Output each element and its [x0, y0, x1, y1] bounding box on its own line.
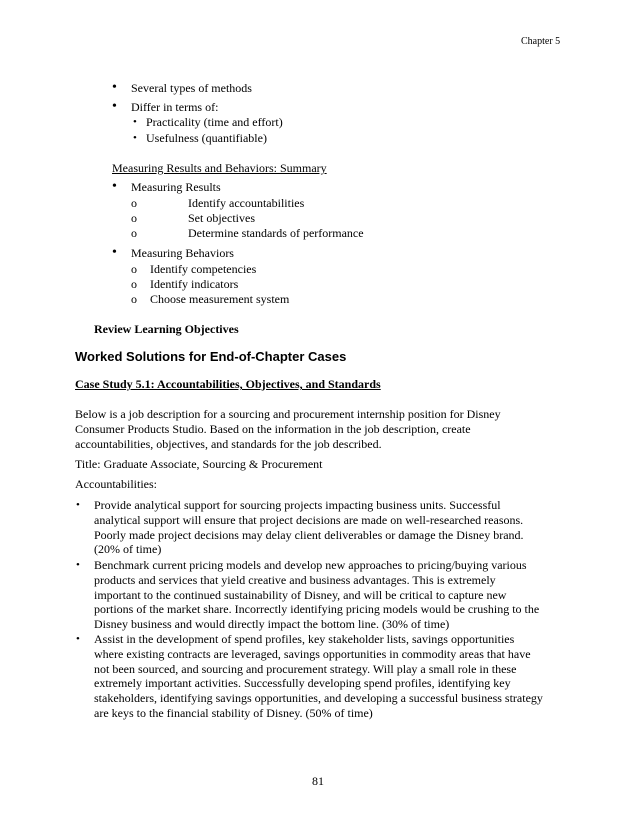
text-line: Consumer Products Studio. Based on the information in the job description, create	[75, 421, 471, 436]
intro-paragraph	[75, 407, 501, 451]
text-line: Provide analytical support for sourcing projects impacting business units. Successful	[94, 498, 501, 512]
text-line: accountabilities, objectives, and standards for the job described.	[75, 436, 382, 451]
results-item: Set objectives	[188, 211, 255, 225]
summary-heading: Measuring Results and Behaviors: Summary	[112, 161, 327, 175]
text-line: extremely important activities. Successfully developing spend profiles, identifying key	[94, 676, 511, 691]
text-line: (20% of time)	[94, 542, 162, 557]
accountability-item	[94, 498, 524, 557]
behaviors-item: Identify indicators	[150, 277, 239, 291]
accountabilities-label: Accountabilities:	[75, 477, 157, 491]
section-heading: Worked Solutions for End-of-Chapter Cases	[75, 349, 347, 364]
text-line: Below is a job description for a sourcing and procurement internship position for Disney	[75, 407, 501, 421]
bullet-marker: •	[112, 179, 117, 194]
bullet-marker: •	[133, 132, 137, 144]
list-marker: o	[131, 196, 137, 210]
text-line: analytical support will ensure that project decisions are made on well-researched reasons.	[94, 512, 524, 527]
text-line: important to the continued sustainability of Disney, and will be critical to capture new	[94, 587, 507, 602]
accountability-item	[94, 558, 539, 632]
list-marker: o	[131, 226, 137, 240]
bullet-marker: •	[76, 633, 80, 645]
measuring-behaviors-label: Measuring Behaviors	[131, 246, 234, 260]
page-number: 81	[312, 774, 324, 788]
behaviors-item: Identify competencies	[150, 262, 257, 276]
list-marker: o	[131, 292, 137, 306]
case-study-title: Case Study 5.1: Accountabilities, Objectives, and Standards	[75, 377, 381, 391]
methods-item: Several types of methods	[131, 81, 252, 95]
text-line: are keys to the financial stability of Disney. (50% of time)	[94, 705, 373, 720]
methods-item: Differ in terms of:	[131, 100, 219, 114]
bullet-marker: •	[76, 499, 80, 511]
text-line: Poorly made project decisions may delay client deliverables or damage the Disney brand.	[94, 527, 524, 542]
text-line: Assist in the development of spend profiles, key stakeholder lists, savings opportunities	[94, 632, 515, 646]
text-line: products and services that yield creative and business advantages. This is extremely	[94, 572, 496, 587]
text-line: where existing contracts are leveraged, savings opportunities in commodity areas that have	[94, 646, 531, 661]
job-title-line: Title: Graduate Associate, Sourcing & Procurement	[75, 457, 323, 471]
bullet-marker: •	[76, 559, 80, 571]
list-marker: o	[131, 262, 137, 276]
text-line: Disney business and would directly impact the bottom line. (30% of time)	[94, 617, 450, 632]
bullet-marker: •	[112, 99, 117, 114]
text-line: Benchmark current pricing models and develop new approaches to pricing/buying various	[94, 558, 527, 572]
measuring-results-label: Measuring Results	[131, 180, 221, 194]
text-line: not been sourced, and sourcing and procurement strategy. Will play a small role in these	[94, 661, 517, 676]
methods-subitem: Usefulness (quantifiable)	[146, 131, 267, 145]
text-line: stakeholders, identifying savings opportunities, and developing a successful business strategy	[94, 691, 543, 706]
list-marker: o	[131, 211, 137, 225]
bullet-marker: •	[133, 116, 137, 128]
behaviors-item: Choose measurement system	[150, 292, 290, 306]
chapter-header: Chapter 5	[521, 36, 561, 47]
methods-subitem: Practicality (time and effort)	[146, 115, 283, 129]
text-line: portions of the market share. Incorrectly identifying pricing models would be crushing to the	[94, 602, 540, 617]
accountability-item	[94, 632, 543, 721]
review-heading: Review Learning Objectives	[94, 322, 239, 336]
bullet-marker: •	[112, 245, 117, 260]
results-item: Determine standards of performance	[188, 226, 364, 240]
bullet-marker: •	[112, 80, 117, 95]
list-marker: o	[131, 277, 137, 291]
results-item: Identify accountabilities	[188, 196, 305, 210]
